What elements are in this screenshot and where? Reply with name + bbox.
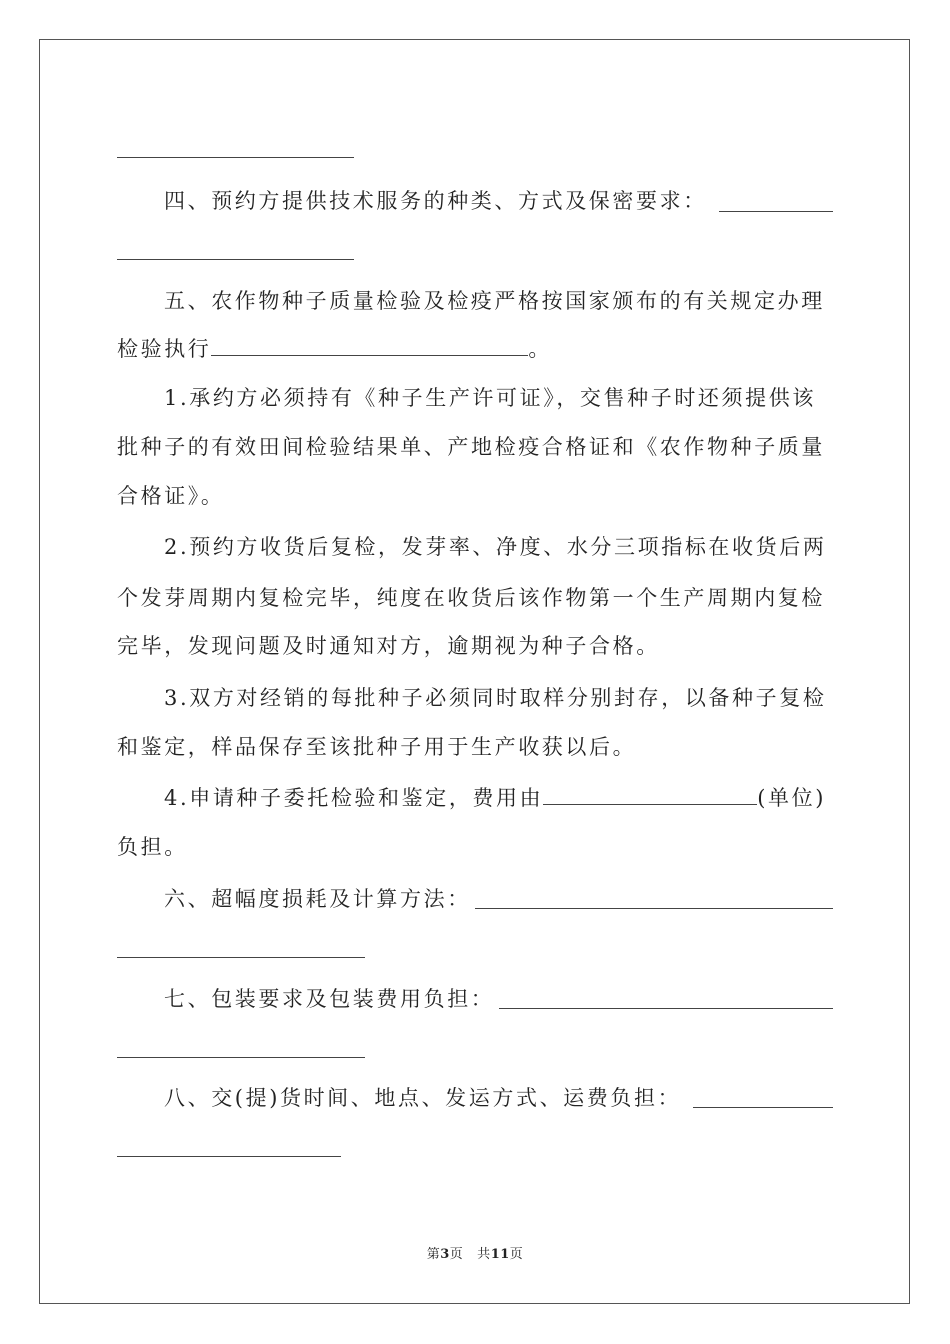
item-2-line3: 完毕，发现问题及时通知对方，逾期视为种子合格。 <box>117 634 660 658</box>
blank-line <box>543 780 757 805</box>
item-3-line1: 3.双方对经销的每批种子必须同时取样分别封存，以备种子复检 <box>164 686 827 710</box>
blank-line <box>117 1057 365 1058</box>
item-1-line1: 1.承约方必须持有《种子生产许可证》，交售种子时还须提供该 <box>164 386 816 410</box>
section-5-line2: 检验执行 。 <box>117 331 552 367</box>
section-4-text: 四、预约方提供技术服务的种类、方式及保密要求： <box>164 189 707 213</box>
item-2-line1: 2.预约方收货后复检，发芽率、净度、水分三项指标在收货后两 <box>164 535 827 559</box>
blank-line <box>719 211 833 212</box>
page-number: 3 <box>440 1247 450 1262</box>
item-3-line2: 和鉴定，样品保存至该批种子用于生产收获以后。 <box>117 735 637 759</box>
section-7: 七、包装要求及包装费用负担： <box>164 987 495 1011</box>
blank-line <box>475 908 833 909</box>
page-footer: 第3页 共11页 <box>426 1247 524 1262</box>
section-6: 六、超幅度损耗及计算方法： <box>164 887 471 911</box>
blank-line <box>211 331 528 356</box>
blank-line <box>117 259 354 260</box>
section-5-line1: 五、农作物种子质量检验及检疫严格按国家颁布的有关规定办理 <box>164 289 825 313</box>
blank-line <box>117 1156 341 1157</box>
blank-line <box>693 1107 833 1108</box>
blank-line <box>499 1008 833 1009</box>
blank-line <box>117 157 354 158</box>
item-2-line2: 个发芽周期内复检完毕，纯度在收货后该作物第一个生产周期内复检 <box>117 586 825 610</box>
section-4 <box>164 183 707 219</box>
item-4-line1: 4.申请种子委托检验和鉴定，费用由 (单位) <box>164 780 826 816</box>
item-1-line2: 批种子的有效田间检验结果单、产地检疫合格证和《农作物种子质量 <box>117 435 825 459</box>
section-8: 八、交(提)货时间、地点、发运方式、运费负担： <box>164 1086 682 1110</box>
total-pages: 11 <box>490 1247 510 1262</box>
blank-line <box>117 957 365 958</box>
item-1-line3: 合格证》。 <box>117 484 225 508</box>
item-4-line2: 负担。 <box>117 835 188 859</box>
